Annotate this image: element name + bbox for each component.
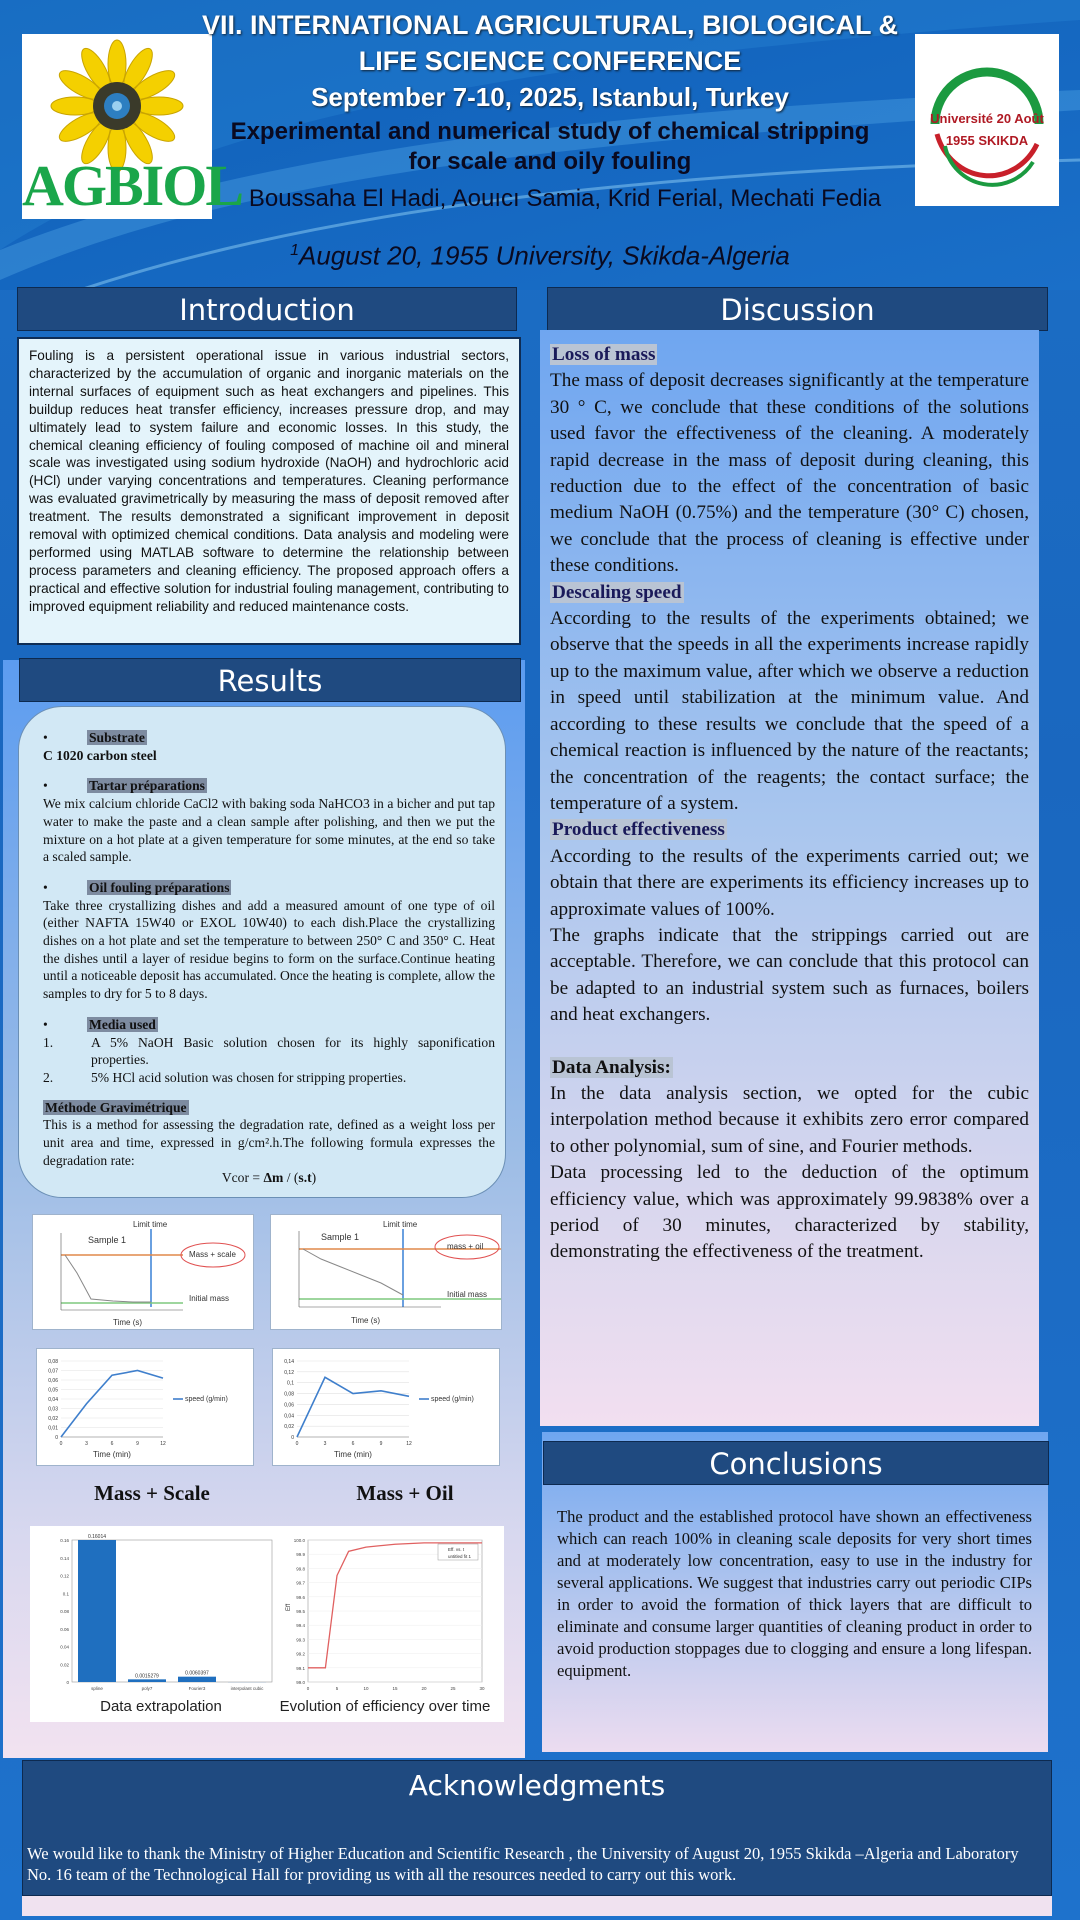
y-tick-label: 0.1 bbox=[62, 1591, 69, 1597]
list-number: 1. bbox=[43, 1034, 54, 1050]
discussion-heading: Discussion bbox=[547, 287, 1048, 331]
bar bbox=[128, 1679, 166, 1682]
formula-part: s.t bbox=[298, 1170, 312, 1186]
agbiol-logo bbox=[22, 34, 243, 219]
y-tick-label: 99.9 bbox=[296, 1552, 305, 1558]
y-tick-label: 0,08 bbox=[284, 1391, 294, 1398]
y-tick-label: 0,05 bbox=[48, 1387, 58, 1394]
data-analysis-heading: Data Analysis: bbox=[552, 1056, 671, 1078]
mass-oil-label: mass + oil bbox=[447, 1242, 484, 1251]
substrate-heading: Substrate bbox=[89, 730, 145, 745]
y-tick-label: 0.08 bbox=[60, 1609, 69, 1614]
oil-item bbox=[43, 879, 495, 897]
authors: Boussaha El Hadi, Aouıcı Samia, Krid Ferial, Mechati Fedia bbox=[248, 185, 882, 212]
category-label: interpolant cubic bbox=[230, 1686, 264, 1691]
product-effectiveness-text-2: The graphs indicate that the strippings carried out are acceptable. Therefore, we can conclude that this protocol can be adapted to an industrial system such as furnaces, boilers and heat exchangers. bbox=[550, 924, 1029, 1026]
x-tick-label: 10 bbox=[363, 1686, 369, 1691]
sample-label: Sample 1 bbox=[88, 1235, 127, 1245]
y-tick-label: 0.04 bbox=[60, 1644, 69, 1650]
tartar-text: We mix calcium chloride CaCl2 with baking soda NaHCO3 in a bicher and put tap water to make the paste and a clean sample after polishing, and then we put the mixture on a hot plate at a given temperature for some minutes, at the end so take a scaled sample. bbox=[43, 796, 495, 865]
media-heading: Media used bbox=[89, 1016, 156, 1032]
bullet: • bbox=[43, 730, 48, 745]
conclusions-body: The product and the established protocol have shown an effectiveness which can reach 100% in cleaning scale deposits for very short times and at moderately low concentration, easy to use in the industry for several applications. We suggest that industries carry out periodic CIPs in order to avoid the formation of thick layers that are difficult to eliminate and consume larger quantities of cleaning product in order to avoid production stoppages due to clogging and ensure a long lifespan. equipment. bbox=[557, 1507, 1032, 1680]
affiliation-text: August 20, 1955 University, Skikda-Algeria bbox=[299, 240, 790, 271]
limit-time-label: Limit time bbox=[383, 1220, 418, 1229]
bar-value-label: 0.16014 bbox=[87, 1534, 107, 1540]
y-tick-label: 99.6 bbox=[296, 1594, 305, 1600]
formula bbox=[43, 1169, 495, 1187]
y-tick-label: 99.8 bbox=[296, 1566, 305, 1572]
conference-dates: September 7-10, 2025, Istanbul, Turkey bbox=[311, 82, 789, 112]
x-tick-label: 12 bbox=[406, 1441, 412, 1447]
y-tick-label: 0,06 bbox=[48, 1378, 58, 1384]
conference-name-line1: VII. INTERNATIONAL AGRICULTURAL, BIOLOGICAL & bbox=[202, 10, 898, 40]
category-label: poly7 bbox=[141, 1686, 153, 1691]
substrate-item bbox=[43, 729, 495, 747]
x-tick-label: 9 bbox=[136, 1441, 139, 1447]
x-tick-label: 0 bbox=[59, 1441, 63, 1447]
x-tick-label: 6 bbox=[110, 1441, 114, 1447]
media-list-item-1 bbox=[43, 1034, 495, 1069]
y-tick-label: 99.7 bbox=[296, 1580, 305, 1586]
media-2-text: 5% HCl acid solution was chosen for stripping properties. bbox=[91, 1069, 407, 1085]
poster-title-line2: for scale and oily fouling bbox=[408, 148, 692, 175]
skikda-university-logo bbox=[915, 34, 1059, 206]
y-tick-label: 0.14 bbox=[60, 1555, 69, 1561]
discussion-panel bbox=[540, 330, 1039, 1426]
gravimetric-heading: Méthode Gravimétrique bbox=[45, 1099, 187, 1115]
y-tick-label: 99.2 bbox=[296, 1651, 305, 1657]
legend-label: Eff. vs. t bbox=[448, 1547, 465, 1552]
x-tick-label: 6 bbox=[351, 1441, 355, 1447]
y-tick-label: 0,14 bbox=[284, 1359, 294, 1365]
formula-part: Vcor = bbox=[221, 1170, 264, 1186]
y-tick-label: 99.3 bbox=[296, 1637, 305, 1643]
data-analysis-text-1: In the data analysis section, we opted for the cubic interpolation method because it exhibits zero error compared to other polynomial, sum of sine, and Fourier methods. bbox=[550, 1082, 1029, 1157]
product-effectiveness-text-1: According to the results of the experiments carried out; we obtain that there are experiments its efficiency increases up to approximate values of 100%. bbox=[550, 845, 1029, 920]
y-tick-label: 0,02 bbox=[48, 1416, 58, 1422]
x-tick-label: 3 bbox=[323, 1441, 327, 1447]
tartar-item bbox=[43, 777, 495, 795]
bottom-charts bbox=[30, 1526, 504, 1722]
speed-series-line bbox=[61, 1371, 163, 1438]
initial-mass-label: Initial mass bbox=[189, 1294, 230, 1303]
category-label: Fourier3 bbox=[188, 1686, 206, 1691]
x-tick-label: 3 bbox=[85, 1441, 88, 1447]
loss-of-mass-text: The mass of deposit decreases significantly at the temperature 30 ° C, we conclude that these conditions of the solutions used favor the effectiveness of the cleaning. A moderately rapid decrease in the mass of deposit during cleaning, this reduction due to the effect of the concentration of basic medium NaOH (0.75%) and the temperature (30° C) chosen, we conclude that the process of cleaning is effective under these conditions. bbox=[550, 370, 1029, 577]
conclusions-heading: Conclusions bbox=[543, 1441, 1049, 1485]
media-1-text: A 5% NaOH Basic solution chosen for its highly saponification properties. bbox=[91, 1034, 495, 1068]
mass-oil-chart bbox=[270, 1214, 502, 1330]
acknowledgments-heading: Acknowledgments bbox=[408, 1769, 666, 1802]
sample-label: Sample 1 bbox=[321, 1232, 360, 1242]
introduction-body: Fouling is a persistent operational issue in various industrial sectors, characterized by the accumulation of organic and inorganic materials on the internal surfaces of equipment such as heat exchangers and pipelines. This buildup reduces heat transfer efficiency, increases pressure drop, and may ultimately lead to system failure and economic losses. In this study, the chemical cleaning efficiency of fouling composed of machine oil and mineral scale was investigated using sodium hydroxide (NaOH) and hydrochloric acid (HCl) under varying concentrations and temperatures. Cleaning performance was evaluated gravimetrically by measuring the mass of deposit removed after treatment. The results demonstrated a significant improvement in deposit removal with optimized chemical conditions. Data analysis and modeling were performed using MATLAB software to determine the relationship between process parameters and cleaning efficiency. The proposed approach offers a practical and effective solution for industrial fouling management, contributing to improved equipment reliability and reduced maintenance costs. bbox=[29, 348, 509, 614]
speed-chart-oil bbox=[272, 1348, 500, 1466]
x-axis-label: Time (s) bbox=[351, 1316, 381, 1325]
bar-value-label: 0.0060397 bbox=[185, 1670, 209, 1677]
bar-value-label: 0.0015279 bbox=[135, 1673, 159, 1680]
legend-label: speed (g/min) bbox=[431, 1396, 474, 1403]
y-tick-label: 100.0 bbox=[293, 1538, 305, 1543]
y-tick-label: 99.5 bbox=[296, 1609, 305, 1614]
y-tick-label: 0.12 bbox=[60, 1573, 69, 1579]
y-tick-label: 99.4 bbox=[296, 1623, 305, 1629]
y-tick-label: 0,1 bbox=[287, 1380, 294, 1387]
formula-part: ) bbox=[311, 1170, 317, 1186]
y-tick-label: 0,04 bbox=[284, 1413, 294, 1420]
initial-mass-label: Initial mass bbox=[447, 1290, 488, 1299]
y-axis-label: Eff bbox=[286, 1603, 292, 1611]
x-tick-label: 5 bbox=[335, 1686, 339, 1691]
x-tick-label: 0 bbox=[306, 1686, 310, 1691]
y-tick-label: 0,04 bbox=[48, 1397, 58, 1403]
x-axis-label: Time (min) bbox=[93, 1450, 131, 1459]
x-tick-label: 15 bbox=[392, 1686, 398, 1691]
introduction-panel bbox=[17, 337, 521, 645]
media-item bbox=[43, 1016, 495, 1034]
y-tick-label: 0,12 bbox=[284, 1369, 294, 1376]
poster-title-line1: Experimental and numerical study of chemical stripping bbox=[230, 118, 870, 145]
x-axis-label: Time (s) bbox=[113, 1318, 143, 1327]
results-heading: Results bbox=[19, 658, 521, 702]
efficiency-line-chart bbox=[282, 1532, 492, 1700]
introduction-heading: Introduction bbox=[17, 287, 517, 331]
x-tick-label: 12 bbox=[160, 1441, 166, 1447]
y-tick-label: 99.0 bbox=[296, 1680, 305, 1685]
y-tick-label: 0.06 bbox=[60, 1626, 69, 1632]
y-tick-label: 0 bbox=[55, 1435, 58, 1441]
bar bbox=[178, 1677, 216, 1682]
mass-scale-chart bbox=[32, 1214, 254, 1330]
conference-name-line2: LIFE SCIENCE CONFERENCE bbox=[358, 46, 742, 76]
caption-mass-scale: Mass + Scale bbox=[94, 1481, 210, 1505]
bullet: • bbox=[43, 778, 48, 794]
agbiol-logo-text: AGBIOL bbox=[22, 153, 243, 218]
bar bbox=[78, 1540, 116, 1682]
x-tick-label: 9 bbox=[379, 1441, 383, 1447]
x-tick-label: 0 bbox=[295, 1441, 299, 1447]
speed-series-line bbox=[297, 1377, 409, 1437]
y-tick-label: 0 bbox=[291, 1435, 294, 1441]
y-tick-label: 0 bbox=[66, 1680, 69, 1685]
legend-label: speed (g/min) bbox=[185, 1396, 228, 1403]
y-tick-label: 0,01 bbox=[48, 1425, 58, 1432]
oil-text: Take three crystallizing dishes and add a measured amount of one type of oil (either NAFTA 15W40 or EXOL 10W40) to each dish.Place the crystallizing dishes on a hot plate and set the temperature to between 250° C and 350° C. Heat the dishes until a layer of residue begins to form on the surface.Continue heating until a noticeable deposit has accumulated. Once the heating is complete, allow the samples to dry for 5 to 8 days. bbox=[43, 897, 495, 1002]
descaling-speed-text: According to the results of the experiments obtained; we observe that the speeds in all the experiments increase rapidly up to the maximum value, after which we observe a reduction in speed until stabilization at the minimum value. And according to these results we conclude that the speed of a chemical reaction is influenced by the nature of the reactants; the concentration of the reagents; the contact surface; the temperature of a system. bbox=[550, 608, 1029, 814]
product-effectiveness-heading: Product effectiveness bbox=[552, 819, 725, 841]
caption-efficiency-evolution: Evolution of efficiency over time bbox=[279, 1698, 491, 1715]
gravimetric-text: This is a method for assessing the degradation rate, defined as a weight loss per unit area and time, expressed in g/cm².h.The following formula expresses the degradation rate: bbox=[43, 1117, 495, 1168]
footer-strip bbox=[22, 1896, 1052, 1916]
y-tick-label: 0,02 bbox=[284, 1424, 294, 1431]
acknowledgments-body: We would like to thank the Ministry of Higher Education and Scientific Research , the University of August 20, 1955 Skikda –Algeria and Laboratory No. 16 team of the Technological Hall for providing us with all the resources needed to carry out this work. bbox=[27, 1844, 1019, 1884]
substrate-text: C 1020 carbon steel bbox=[43, 747, 157, 763]
formula-part: / ( bbox=[283, 1170, 299, 1186]
category-label: spline bbox=[91, 1686, 103, 1691]
limit-time-label: Limit time bbox=[133, 1220, 168, 1229]
formula-part: Δm bbox=[263, 1170, 284, 1186]
x-axis-label: Time (min) bbox=[334, 1450, 372, 1459]
speed-chart-oil-plot bbox=[273, 1349, 501, 1467]
x-tick-label: 20 bbox=[421, 1686, 427, 1691]
efficiency-series-line bbox=[308, 1543, 482, 1668]
methods-box bbox=[18, 706, 506, 1198]
y-tick-label: 0,03 bbox=[48, 1406, 58, 1413]
oil-heading: Oil fouling préparations bbox=[89, 879, 230, 895]
affiliation bbox=[240, 234, 840, 273]
y-tick-label: 0,08 bbox=[48, 1359, 58, 1365]
y-tick-label: 99.1 bbox=[296, 1665, 305, 1671]
bullet: • bbox=[43, 1016, 48, 1032]
skikda-logo-text: Université 20 Août 1955 SKIKDA bbox=[930, 111, 1044, 148]
x-tick-label: 25 bbox=[450, 1686, 456, 1691]
affiliation-superscript: 1 bbox=[290, 242, 299, 259]
legend-label: untitled fit 1 bbox=[448, 1554, 472, 1559]
y-tick-label: 0.16 bbox=[60, 1538, 69, 1543]
media-list-item-2 bbox=[43, 1069, 495, 1087]
mass-curve bbox=[65, 1255, 151, 1302]
x-tick-label: 30 bbox=[479, 1686, 485, 1691]
extrapolation-bar-chart bbox=[50, 1532, 280, 1700]
speed-chart-scale-plot bbox=[37, 1349, 255, 1467]
descaling-speed-heading: Descaling speed bbox=[552, 581, 682, 603]
list-number: 2. bbox=[43, 1069, 54, 1085]
y-tick-label: 0,06 bbox=[284, 1402, 294, 1409]
bullet: • bbox=[43, 879, 48, 895]
mass-curve bbox=[303, 1249, 403, 1295]
acknowledgments-panel bbox=[22, 1760, 1052, 1896]
speed-chart-scale bbox=[36, 1348, 254, 1466]
caption-data-extrapolation: Data extrapolation bbox=[100, 1698, 222, 1715]
data-analysis-text-2: Data processing led to the deduction of the optimum efficiency value, which was approximately 99.9838% over a period of 30 minutes, characterized by stability, demonstrating the effectiveness of the treatment. bbox=[550, 1162, 1029, 1263]
tartar-heading: Tartar préparations bbox=[89, 778, 205, 794]
loss-of-mass-heading: Loss of mass bbox=[552, 344, 656, 365]
mass-scale-label: Mass + scale bbox=[189, 1250, 236, 1259]
y-tick-label: 0.02 bbox=[60, 1662, 69, 1668]
caption-mass-oil: Mass + Oil bbox=[356, 1481, 454, 1505]
y-tick-label: 0,07 bbox=[48, 1368, 58, 1375]
